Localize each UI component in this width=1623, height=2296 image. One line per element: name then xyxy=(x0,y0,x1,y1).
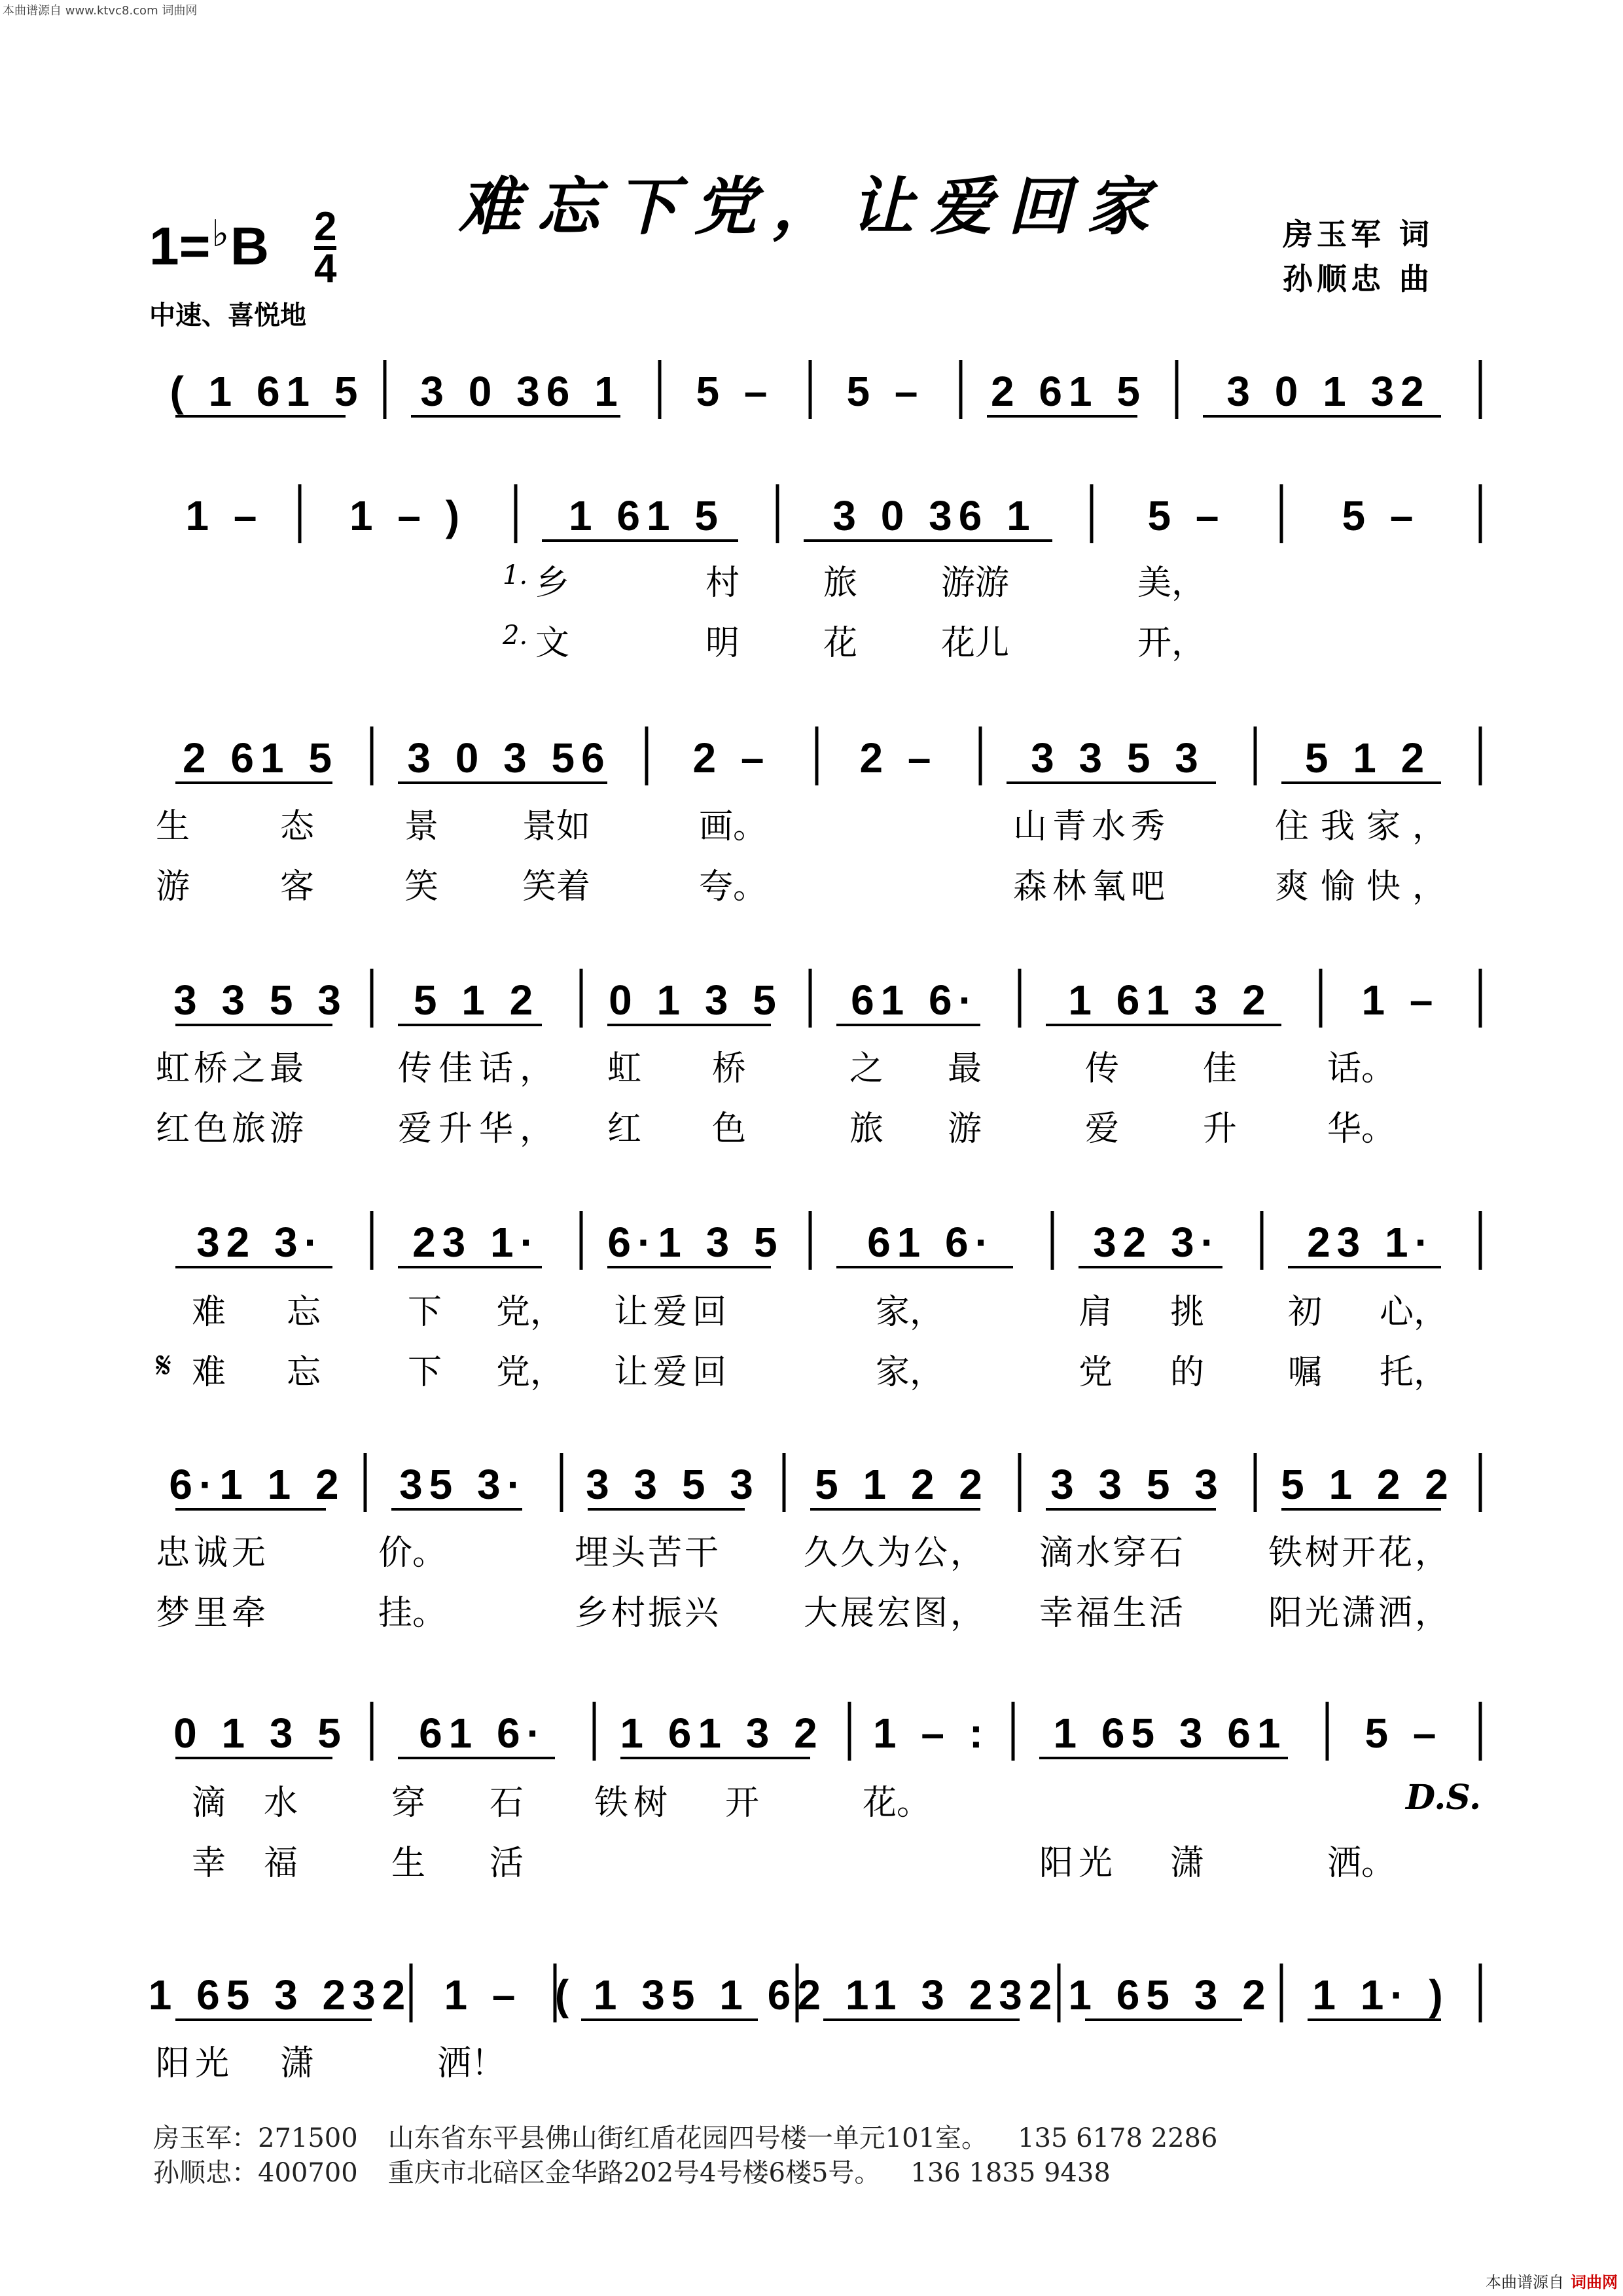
score-system xyxy=(149,1695,1480,1774)
lyric-word: 铁树开花， xyxy=(1268,1534,1452,1573)
key-signature xyxy=(149,213,270,278)
system-svg xyxy=(149,720,1480,798)
lyric-word: 住我家， xyxy=(1275,807,1459,846)
measure-notes: 3 3 5 3 xyxy=(1031,734,1205,781)
lyric-word: 肩 xyxy=(1079,1293,1113,1332)
lyric-word: 党， xyxy=(496,1293,565,1332)
lyric-word: 美， xyxy=(1137,564,1206,603)
lyric-word: 升 xyxy=(1203,1109,1238,1149)
lyric-line-6b xyxy=(149,1585,1480,1631)
measure-notes: 32 3· xyxy=(1093,1219,1221,1266)
lyric-word: 家， xyxy=(876,1353,944,1392)
lyric-word: 花儿 xyxy=(941,624,1010,663)
measure-notes: 1 65 3 2 xyxy=(1068,1971,1272,2018)
lyric-word: 游游 xyxy=(941,564,1010,603)
time-signature xyxy=(314,204,337,291)
lyric-line-5a xyxy=(149,1284,1480,1330)
measure-notes: 32 3· xyxy=(196,1219,325,1266)
measure-notes: ( 1 61 5 xyxy=(169,368,365,415)
footer-address: 重庆市北碚区金华路202号4号楼6楼5号。 xyxy=(387,2158,881,2188)
measure-notes: 5 – xyxy=(846,368,925,415)
lyric-word: 心， xyxy=(1380,1293,1448,1332)
measure-notes: 5 1 2 xyxy=(413,977,540,1024)
lyric-word: 活 xyxy=(490,1844,524,1883)
lyric-word: 红 xyxy=(607,1109,642,1149)
lyric-word: 难 xyxy=(192,1353,226,1392)
measure-notes: 1 – xyxy=(185,492,264,539)
lyric-word: 画。 xyxy=(699,807,768,846)
lyric-word: 幸福生活 xyxy=(1039,1594,1186,1633)
score-system xyxy=(149,1204,1480,1283)
watermark-bottom xyxy=(1486,2269,1618,2292)
segno-sign: 𝄋 xyxy=(156,1344,172,1387)
lyric-word: 夸。 xyxy=(699,867,768,906)
measure-notes: 5 – xyxy=(1364,1710,1443,1757)
measure-notes: 1 1· ) xyxy=(1312,1971,1450,2018)
measure-notes: 1 – xyxy=(444,1971,522,2018)
verse-number: 2. xyxy=(503,620,528,651)
lyric-word: 让爱回 xyxy=(614,1293,732,1332)
lyric-word: 生 xyxy=(391,1844,426,1883)
measure-notes: 1 65 3 61 xyxy=(1053,1710,1287,1757)
lyric-word: 色 xyxy=(712,1109,747,1149)
lyric-word: 的 xyxy=(1170,1353,1205,1392)
measure-notes: 5 1 2 2 xyxy=(815,1461,989,1508)
lyric-line-6a xyxy=(149,1525,1480,1571)
lyric-word: 游 xyxy=(948,1109,982,1149)
measure-notes: 61 6· xyxy=(419,1710,547,1757)
lyric-word: 山青水秀 xyxy=(1013,807,1171,846)
measure-notes: 6·1 3 5 xyxy=(607,1219,784,1266)
measure-notes: 1 – xyxy=(1361,977,1440,1024)
score-system xyxy=(149,1957,1480,2036)
lyric-word: 景如 xyxy=(522,807,591,846)
lyric-word: 滴水穿石 xyxy=(1039,1534,1186,1573)
footer-address: 山东省东平县佛山街红盾花园四号楼一单元101室。 xyxy=(387,2123,988,2153)
measure-notes: 3 0 36 1 xyxy=(832,492,1037,539)
lyric-word: 村 xyxy=(705,564,740,603)
lyric-word: 忠诚无 xyxy=(156,1534,270,1573)
song-title: 难忘下党，让爱回家 xyxy=(458,170,1165,243)
measure-notes: 0 1 3 5 xyxy=(609,977,783,1024)
lyric-word: 爽愉快， xyxy=(1275,867,1459,906)
lyric-word: 难 xyxy=(192,1293,226,1332)
lyric-line-5b xyxy=(149,1344,1480,1390)
lyric-line-7b xyxy=(149,1835,1480,1881)
ds-mark: D.S. xyxy=(1406,1778,1482,1818)
lyric-word: 森林氧吧 xyxy=(1013,867,1171,906)
lyric-word: 爱升华， xyxy=(398,1109,561,1149)
lyric-word: 党 xyxy=(1079,1353,1113,1392)
lyric-word: 挑 xyxy=(1170,1293,1205,1332)
system-svg xyxy=(149,353,1480,432)
lyric-word: 生 xyxy=(156,807,190,846)
lyric-word: 态 xyxy=(280,807,315,846)
measure-notes: 3 3 5 3 xyxy=(586,1461,760,1508)
measure-notes: 3 3 5 3 xyxy=(173,977,348,1024)
system-svg xyxy=(149,1695,1480,1774)
watermark-text: 本曲谱源自 xyxy=(1486,2273,1564,2291)
meter-bottom: 4 xyxy=(314,246,337,291)
lyric-word: 旅 xyxy=(849,1109,884,1149)
measure-notes: 3 0 36 1 xyxy=(420,368,624,415)
lyric-word: 文 xyxy=(535,624,570,663)
lyric-word: 下 xyxy=(408,1293,442,1332)
lyric-word: 下 xyxy=(408,1353,442,1392)
lyric-line-3b xyxy=(149,859,1480,905)
footer-phone: 136 1835 9438 xyxy=(910,2158,1111,2188)
lyric-word: 话。 xyxy=(1327,1049,1396,1088)
measure-notes: 5 1 2 2 xyxy=(1281,1461,1455,1508)
measure-notes: 35 3· xyxy=(399,1461,527,1508)
lyric-word: 传 xyxy=(1085,1049,1120,1088)
measure-notes: 3 3 5 3 xyxy=(1050,1461,1224,1508)
lyric-word: 明 xyxy=(705,624,740,663)
lyric-word: 价。 xyxy=(378,1534,447,1573)
watermark-brand: 词曲网 xyxy=(1571,2273,1618,2291)
lyric-word: 潇 xyxy=(280,2044,315,2083)
key-prefix: 1= xyxy=(149,217,211,276)
lyric-word: 游 xyxy=(156,867,190,906)
measure-notes: 5 – xyxy=(1147,492,1226,539)
meter-top: 2 xyxy=(314,204,337,249)
lyric-line-4a xyxy=(149,1041,1480,1086)
measure-notes: 1 65 3 232 xyxy=(148,1971,412,2018)
lyric-word: 华。 xyxy=(1327,1109,1396,1149)
measure-notes: 1 61 3 2 xyxy=(620,1710,824,1757)
lyric-word: 爱 xyxy=(1085,1109,1120,1149)
lyric-word: 潇 xyxy=(1170,1844,1205,1883)
measure-notes: 1 – : xyxy=(872,1710,990,1757)
lyric-word: 梦里牵 xyxy=(156,1594,270,1633)
lyric-word: 忘 xyxy=(287,1353,321,1392)
footer-line-2 xyxy=(153,2152,1141,2189)
lyric-word: 洒。 xyxy=(1327,1844,1396,1883)
verse-number: 1. xyxy=(503,560,528,590)
lyric-word: 乡村振兴 xyxy=(575,1594,722,1633)
measure-notes: 5 – xyxy=(696,368,774,415)
lyric-word: 托， xyxy=(1380,1353,1448,1392)
lyric-word: 挂。 xyxy=(378,1594,447,1633)
lyric-word: 阳光 xyxy=(156,2044,235,2083)
lyric-word: 初 xyxy=(1288,1293,1323,1332)
lyric-line-2b xyxy=(149,615,1480,661)
lyric-word: 忘 xyxy=(287,1293,321,1332)
lyric-word: 埋头苦干 xyxy=(575,1534,722,1573)
lyric-line-8a xyxy=(149,2036,1480,2081)
measure-notes: 23 1· xyxy=(412,1219,541,1266)
lyric-word: 旅 xyxy=(823,564,858,603)
lyric-word: 花 xyxy=(823,624,858,663)
lyric-word: 笑 xyxy=(404,867,439,906)
lyric-line-2a xyxy=(149,555,1480,601)
measure-notes: 3 0 1 32 xyxy=(1226,368,1431,415)
measure-notes: 1 – ) xyxy=(349,492,467,539)
lyric-word: 家， xyxy=(876,1293,944,1332)
lyric-line-4b xyxy=(149,1101,1480,1147)
flat-sign: ♭ xyxy=(211,213,229,255)
lyric-word: 之 xyxy=(849,1049,884,1088)
lyric-line-3a xyxy=(149,798,1480,844)
lyric-word: 洒！ xyxy=(437,2044,506,2083)
lyric-word: 水 xyxy=(264,1784,298,1823)
lyric-line-7a xyxy=(149,1775,1480,1821)
lyric-word: 花。 xyxy=(863,1784,931,1823)
lyric-word: 传佳话， xyxy=(398,1049,561,1088)
measure-notes: 23 1· xyxy=(1307,1219,1435,1266)
system-svg xyxy=(149,962,1480,1041)
lyric-word: 开 xyxy=(725,1784,760,1823)
lyric-word: 桥 xyxy=(712,1049,747,1088)
lyric-word: 虹 xyxy=(607,1049,642,1088)
lyric-word: 让爱回 xyxy=(614,1353,732,1392)
measure-notes: 6·1 1 2 xyxy=(169,1461,346,1508)
lyric-word: 佳 xyxy=(1203,1049,1238,1088)
lyric-word: 客 xyxy=(280,867,315,906)
measure-notes: 61 6· xyxy=(867,1219,995,1266)
lyricist-credit: 房玉军 词 xyxy=(1283,217,1434,252)
score-system xyxy=(149,353,1480,432)
key-note: B xyxy=(230,217,270,276)
lyric-word: 滴 xyxy=(192,1784,226,1823)
lyric-word: 党， xyxy=(496,1353,565,1392)
measure-notes: 5 1 2 xyxy=(1304,734,1431,781)
composer-credit: 孙顺忠 曲 xyxy=(1283,261,1434,296)
lyric-word: 大展宏图， xyxy=(804,1594,988,1633)
tempo-marking: 中速、喜悦地 xyxy=(149,300,306,331)
footer-name: 房玉军：271500 xyxy=(153,2123,358,2153)
system-svg xyxy=(149,1446,1480,1525)
measure-notes: 1 61 3 2 xyxy=(1068,977,1272,1024)
footer-line-1 xyxy=(153,2117,1247,2155)
lyric-word: 笑着 xyxy=(522,867,591,906)
system-svg xyxy=(149,1204,1480,1283)
lyric-word: 阳光潇洒， xyxy=(1268,1594,1452,1633)
footer-name: 孙顺忠：400700 xyxy=(153,2158,358,2188)
lyric-word: 穿 xyxy=(391,1784,426,1823)
measure-notes: 2 – xyxy=(692,734,771,781)
lyric-word: 虹桥之最 xyxy=(156,1049,308,1088)
measure-notes: 2 – xyxy=(859,734,938,781)
measure-notes: 1 61 5 xyxy=(569,492,724,539)
lyric-word: 福 xyxy=(264,1844,298,1883)
lyric-word: 开， xyxy=(1137,624,1206,663)
measure-notes: 61 6· xyxy=(851,977,979,1024)
lyric-word: 幸 xyxy=(192,1844,226,1883)
score-system xyxy=(149,962,1480,1041)
score-system xyxy=(149,478,1480,556)
lyric-word: 铁树 xyxy=(594,1784,673,1823)
lyric-word: 阳光 xyxy=(1039,1844,1118,1883)
lyric-word: 久久为公， xyxy=(804,1534,988,1573)
footer-phone: 135 6178 2286 xyxy=(1018,2123,1218,2153)
lyric-word: 乡 xyxy=(535,564,570,603)
system-svg xyxy=(149,478,1480,556)
lyric-word: 红色旅游 xyxy=(156,1109,308,1149)
score-system xyxy=(149,720,1480,798)
lyric-word: 景 xyxy=(404,807,439,846)
lyric-word: 最 xyxy=(948,1049,982,1088)
system-svg xyxy=(149,1957,1480,2036)
measure-notes: 2 11 3 232 xyxy=(797,1971,1059,2018)
score-system xyxy=(149,1446,1480,1525)
lyric-word: 石 xyxy=(490,1784,524,1823)
lyric-word: 嘱 xyxy=(1288,1353,1323,1392)
measure-notes: ( 1 35 1 6 xyxy=(554,1971,798,2018)
measure-notes: 0 1 3 5 xyxy=(173,1710,348,1757)
measure-notes: 3 0 3 56 xyxy=(407,734,611,781)
watermark-top: 本曲谱源自 www.ktvc8.com 词曲网 xyxy=(3,4,198,18)
measure-notes: 2 61 5 xyxy=(183,734,338,781)
measure-notes: 2 61 5 xyxy=(991,368,1147,415)
measure-notes: 5 – xyxy=(1342,492,1420,539)
